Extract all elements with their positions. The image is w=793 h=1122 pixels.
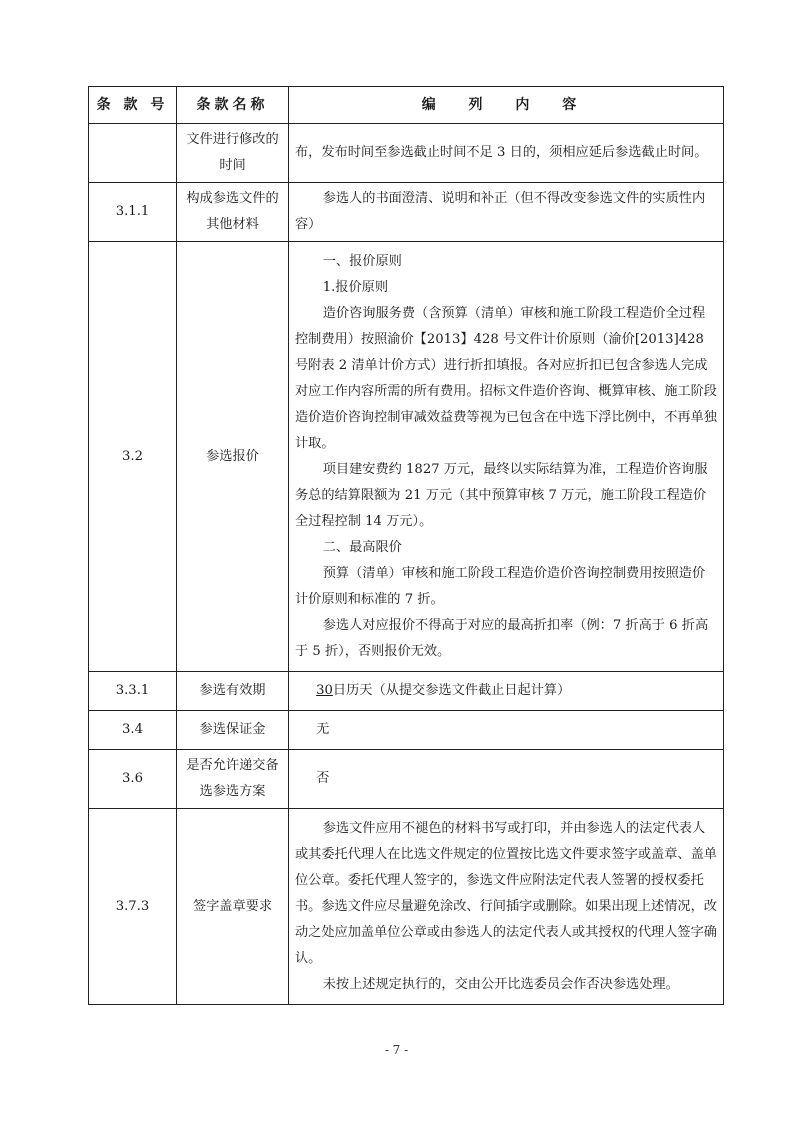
table-row (89, 750, 724, 809)
table-header-row (89, 87, 724, 124)
content-paragraph: 项目建安费约 1827 万元，最终以实际结算为准，工程造价咨询服务总的结算限额为 21 万元（其中预算审核 7 万元，施工阶段工程造价全过程控制 14 万元）。 (295, 461, 708, 529)
table-row (89, 242, 724, 672)
clause-name: 签字盖章要求 (177, 809, 289, 1005)
content-paragraph: 未按上述规定执行的，交由公开比选委员会作否决参选处理。 (322, 976, 679, 992)
table-row (89, 809, 724, 1005)
clause-content (289, 124, 724, 183)
clause-name: 文件进行修改的时间 (177, 124, 289, 183)
clause-name: 参选有效期 (177, 672, 289, 711)
clause-number: 3.1.1 (89, 183, 177, 242)
content-paragraph: 一、报价原则 (322, 253, 402, 269)
validity-text: 日历天（从提交参选文件截止日起计算） (332, 683, 571, 698)
content-paragraph: 参选文件应用不褪色的材料书写或打印，并由参选人的法定代表人或其委托代理人在比选文件规定的位置按比选文件要求签字或盖章、盖单位公章。委托代理人签字的，参选文件应附法定代表人签署的授权委托书。参选文件应尽量避免涂改、行间插字或删除。如果出现上述情况，改动之处应加盖单位公章或由参选人的法定代表人或其授权的代理人签字确认。 (295, 820, 717, 966)
content-paragraph: 布，发布时间至参选截止时间不足 3 日的，须相应延后参选截止时间。 (295, 145, 708, 160)
content-paragraph: 无 (316, 722, 330, 737)
clause-number: 3.4 (89, 711, 177, 750)
table-row (89, 672, 724, 711)
clause-content (289, 711, 724, 750)
clause-content (289, 750, 724, 809)
clause-name: 参选保证金 (177, 711, 289, 750)
content-paragraph: 参选人对应报价不得高于对应的最高折扣率（例：7 折高于 6 折高于 5 折），否则报价无效。 (295, 617, 709, 659)
table-row (89, 711, 724, 750)
clause-name: 参选报价 (177, 242, 289, 672)
page-number: - 7 - (384, 1043, 409, 1057)
clause-number: 3.2 (89, 242, 177, 672)
header-clause-name: 条款名称 (177, 87, 289, 124)
content-paragraph: 1.报价原则 (322, 279, 389, 295)
clause-name: 构成参选文件的其他材料 (177, 183, 289, 242)
content-paragraph: 造价咨询服务费（含预算（清单）审核和施工阶段工程造价全过程控制费用）按照渝价【2013】428 号文件计价原则（渝价[2013]428号附表 2 清单计价方式）进行折扣填报。各对应折扣已包含参选人完成对应工作内容所需的所有费用。招标文件造价咨询、概算审核、施工阶段造价造价咨询控制审减效益费等视为已包含在中选下浮比例中，不再单独计取。 (295, 305, 717, 451)
table-row (89, 183, 724, 242)
content-paragraph: 二、最高限价 (322, 539, 402, 555)
content-paragraph: 否 (316, 771, 330, 786)
clause-content (289, 242, 724, 672)
clause-number: 3.7.3 (89, 809, 177, 1005)
clause-table (88, 86, 724, 1005)
content-paragraph: 预算（清单）审核和施工阶段工程造价造价咨询控制费用按照造价计价原则和标准的 7 折。 (295, 565, 706, 607)
content-paragraph: 参选人的书面澄清、说明和补正（但不得改变参选文件的实质性内容） (295, 191, 706, 232)
header-clause-number: 条 款 号 (89, 87, 177, 124)
clause-number (89, 124, 177, 183)
clause-content (289, 809, 724, 1005)
clause-number: 3.3.1 (89, 672, 177, 711)
table-row (89, 124, 724, 183)
header-content: 编 列 内 容 (289, 87, 724, 124)
content-paragraph (295, 678, 717, 704)
validity-days: 30 (316, 683, 333, 698)
clause-content (289, 183, 724, 242)
clause-number: 3.6 (89, 750, 177, 809)
clause-name: 是否允许递交备选参选方案 (177, 750, 289, 809)
clause-content (289, 672, 724, 711)
